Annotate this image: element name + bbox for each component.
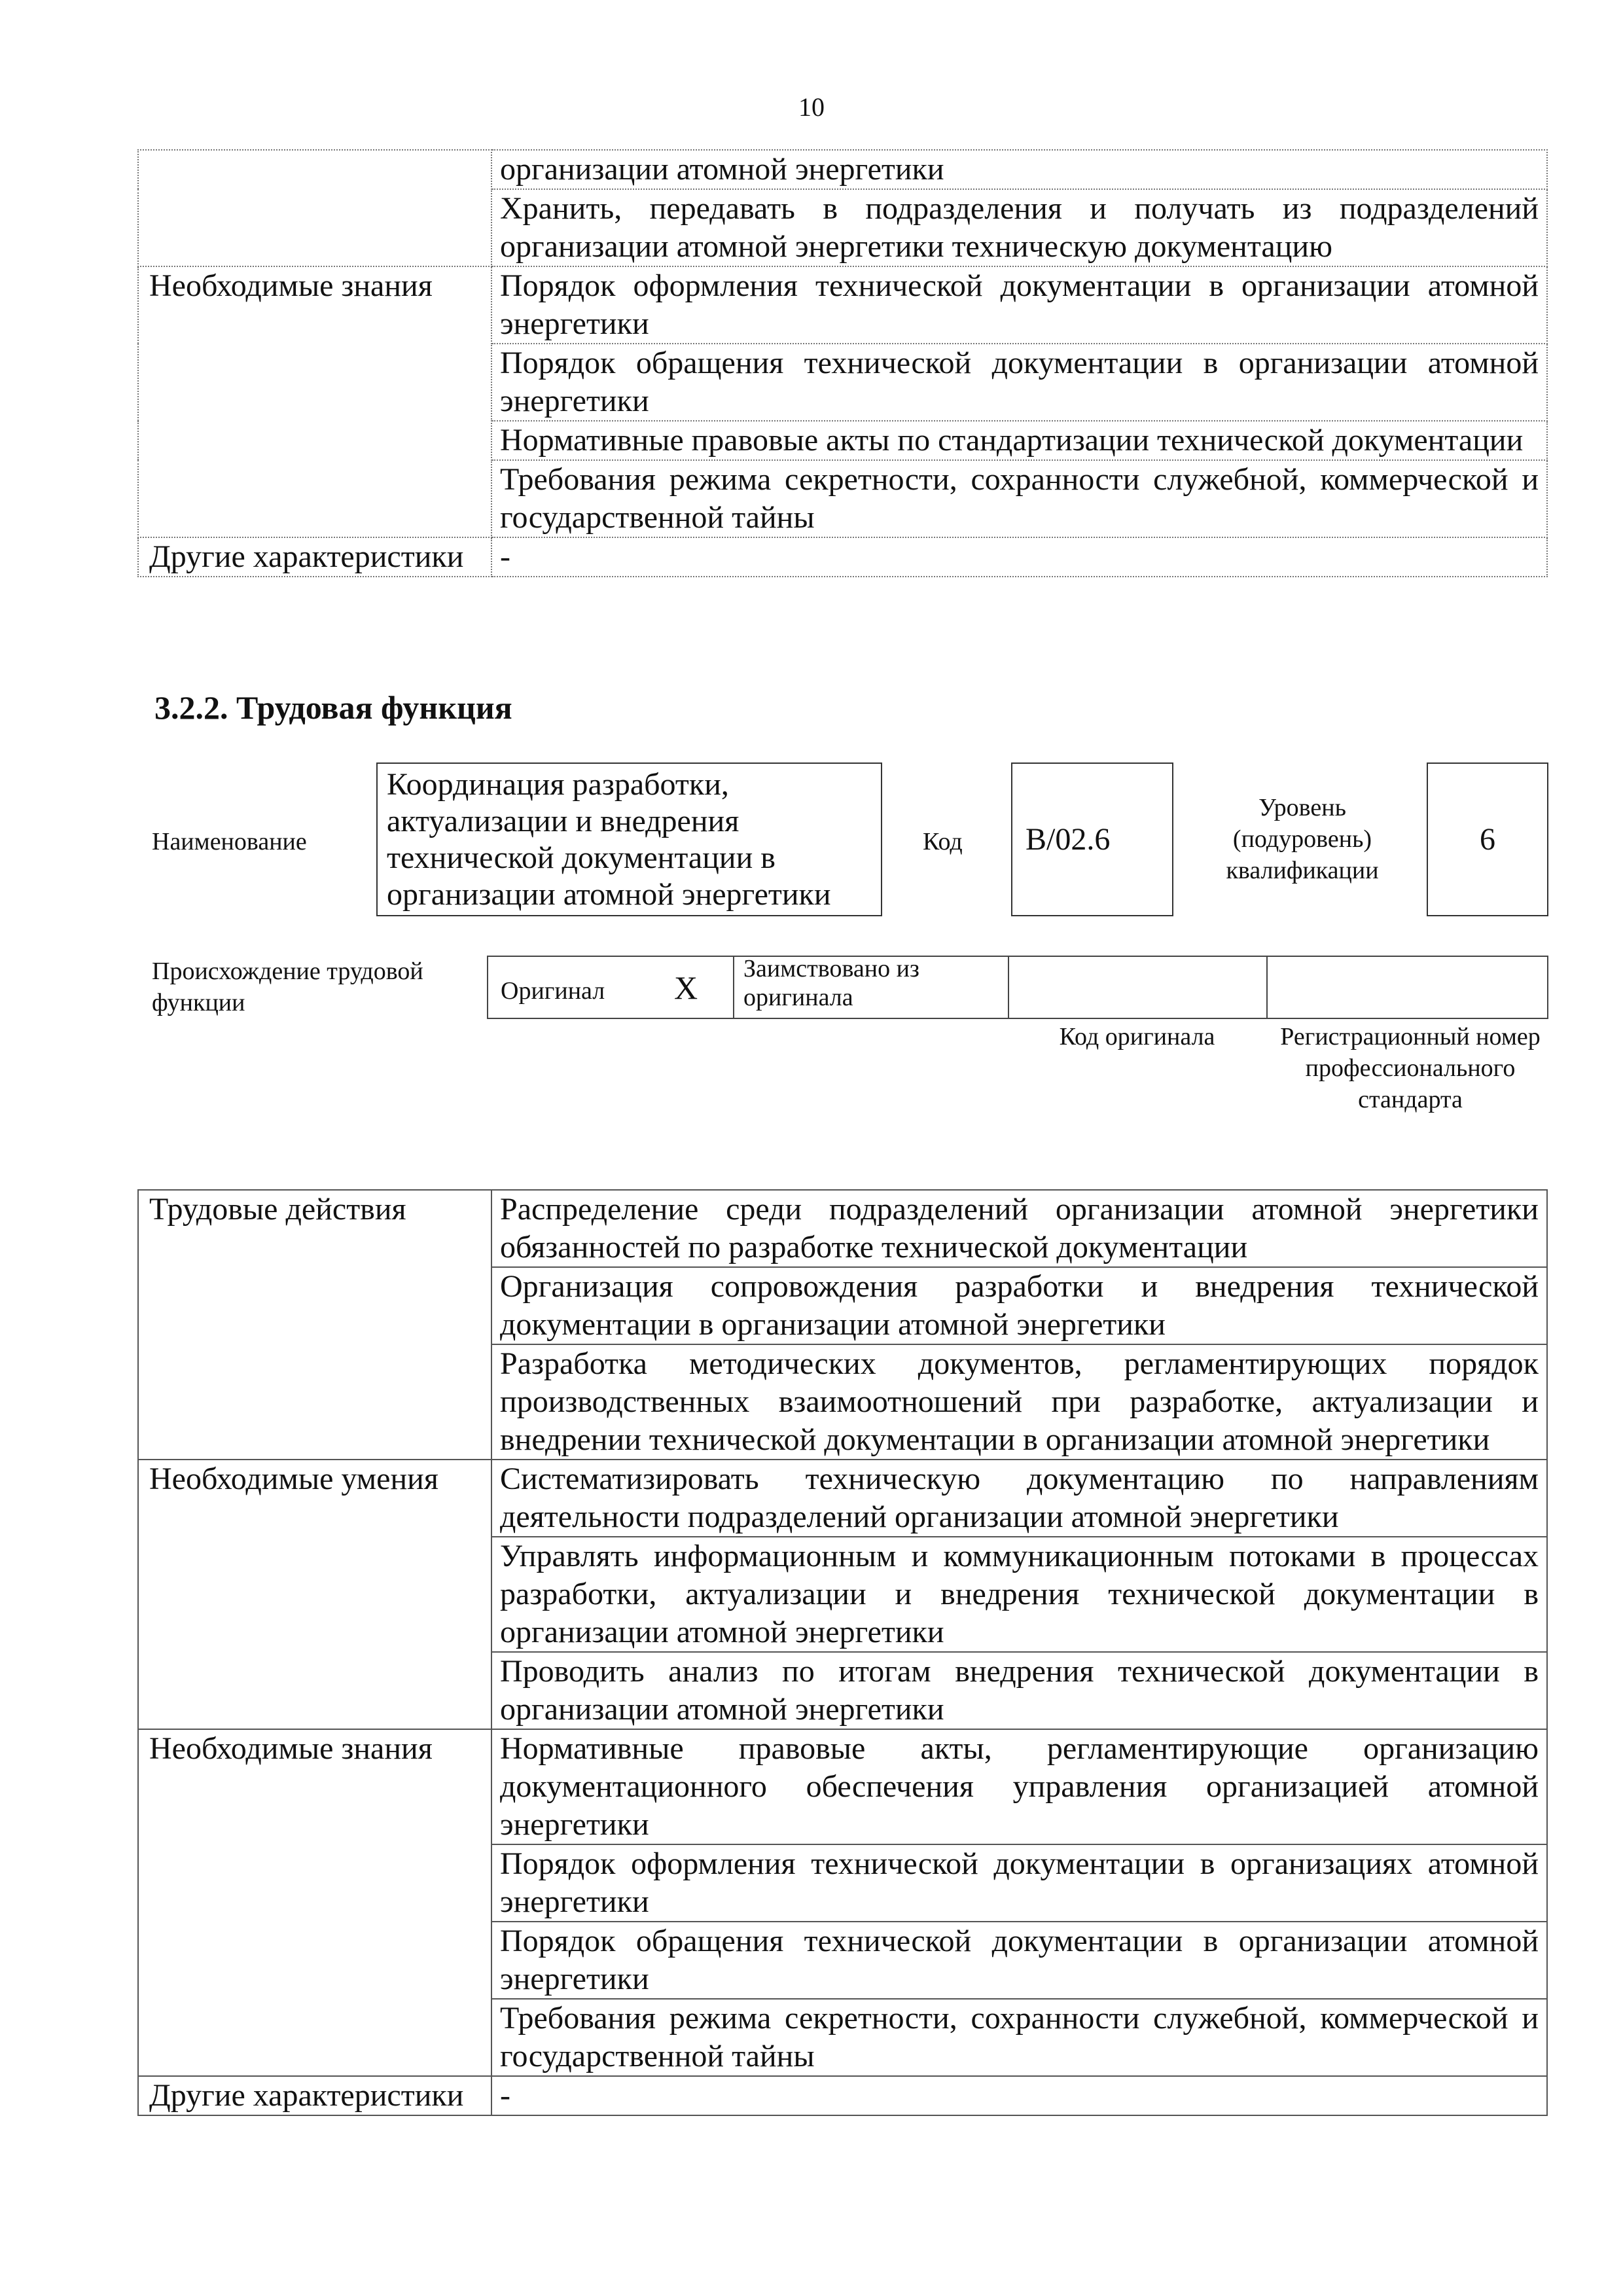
row-item: Порядок обращения технической документации в организации атомной энергетики (491, 344, 1547, 421)
caption-original-code: Код оригинала (1059, 1023, 1215, 1050)
table-labor-function-body (138, 1190, 1547, 2115)
name-label: Наименование (152, 828, 307, 855)
function-name-box: Координация разработки, актуализации и внедрения технической документации в организации атомной энергетики (376, 762, 882, 916)
code-label: Код (923, 828, 963, 855)
table-row (138, 266, 1547, 344)
row-item: Порядок оформления технической документации в организации атомной энергетики (491, 266, 1547, 344)
level-box: 6 (1427, 762, 1548, 916)
level-label: Уровень (подуровень) квалификации (1226, 794, 1379, 884)
row-item: Нормативные правовые акты, регламентирующие организацию документационного обеспечения управления организацией атомной энергетики (491, 1729, 1547, 1844)
row-label: Необходимые умения (138, 1460, 491, 1729)
caption-registration-number: Регистрационный номер профессионального стандарта (1280, 1023, 1541, 1113)
origin-borrowed-label: Заимствовано из оригинала (743, 955, 919, 1011)
table-labor-function (137, 1189, 1548, 2116)
origin-mark: X (674, 969, 698, 1006)
row-label (138, 150, 491, 266)
row-label: Необходимые знания (138, 266, 491, 537)
table-row (138, 2076, 1547, 2115)
row-item: Нормативные правовые акты по стандартизации технической документации (491, 421, 1547, 460)
page-number: 10 (798, 92, 825, 122)
row-item: Распределение среди подразделений организации атомной энергетики обязанностей по разработке технической документации (491, 1190, 1547, 1267)
table-continuation (137, 149, 1548, 577)
registration-number-cell (1266, 956, 1548, 1019)
table-row (138, 150, 1547, 189)
section-heading: 3.2.2. Трудовая функция (154, 689, 512, 726)
row-label: Трудовые действия (138, 1190, 491, 1460)
origin-original-label: Оригинал (501, 977, 605, 1005)
row-label: Необходимые знания (138, 1729, 491, 2076)
row-item: Требования режима секретности, сохранности служебной, коммерческой и государственной тайны (491, 1999, 1547, 2076)
table-row (138, 537, 1547, 577)
row-item: Разработка методических документов, регламентирующих порядок производственных взаимоотношений при разработке, актуализации и внедрении технической документации в организации атомной энергетики (491, 1344, 1547, 1460)
row-item: Проводить анализ по итогам внедрения технической документации в организации атомной энергетики (491, 1652, 1547, 1729)
origin-label: Происхождение трудовой функции (152, 958, 423, 1016)
row-label: Другие характеристики (138, 537, 491, 577)
table-row (138, 1460, 1547, 1537)
row-item: Управлять информационным и коммуникационным потоками в процессах разработки, актуализации и внедрения технической документации в организации атомной энергетики (491, 1537, 1547, 1652)
row-item: Хранить, передавать в подразделения и получать из подразделений организации атомной энергетики техническую документацию (491, 189, 1547, 266)
row-item: - (491, 537, 1547, 577)
table-row (138, 1729, 1547, 1844)
table-continuation-body (138, 150, 1547, 577)
row-item: Организация сопровождения разработки и внедрения технической документации в организации атомной энергетики (491, 1267, 1547, 1344)
table-row (138, 1190, 1547, 1267)
row-item: Порядок оформления технической документации в организациях атомной энергетики (491, 1844, 1547, 1922)
row-item: Требования режима секретности, сохранности служебной, коммерческой и государственной тайны (491, 460, 1547, 537)
row-item: организации атомной энергетики (491, 150, 1547, 189)
row-item: - (491, 2076, 1547, 2115)
code-box: B/02.6 (1011, 762, 1173, 916)
row-item: Порядок обращения технической документации в организации атомной энергетики (491, 1922, 1547, 1999)
original-code-cell (1008, 956, 1266, 1019)
row-item: Систематизировать техническую документацию по направлениям деятельности подразделений организации атомной энергетики (491, 1460, 1547, 1537)
row-label: Другие характеристики (138, 2076, 491, 2115)
